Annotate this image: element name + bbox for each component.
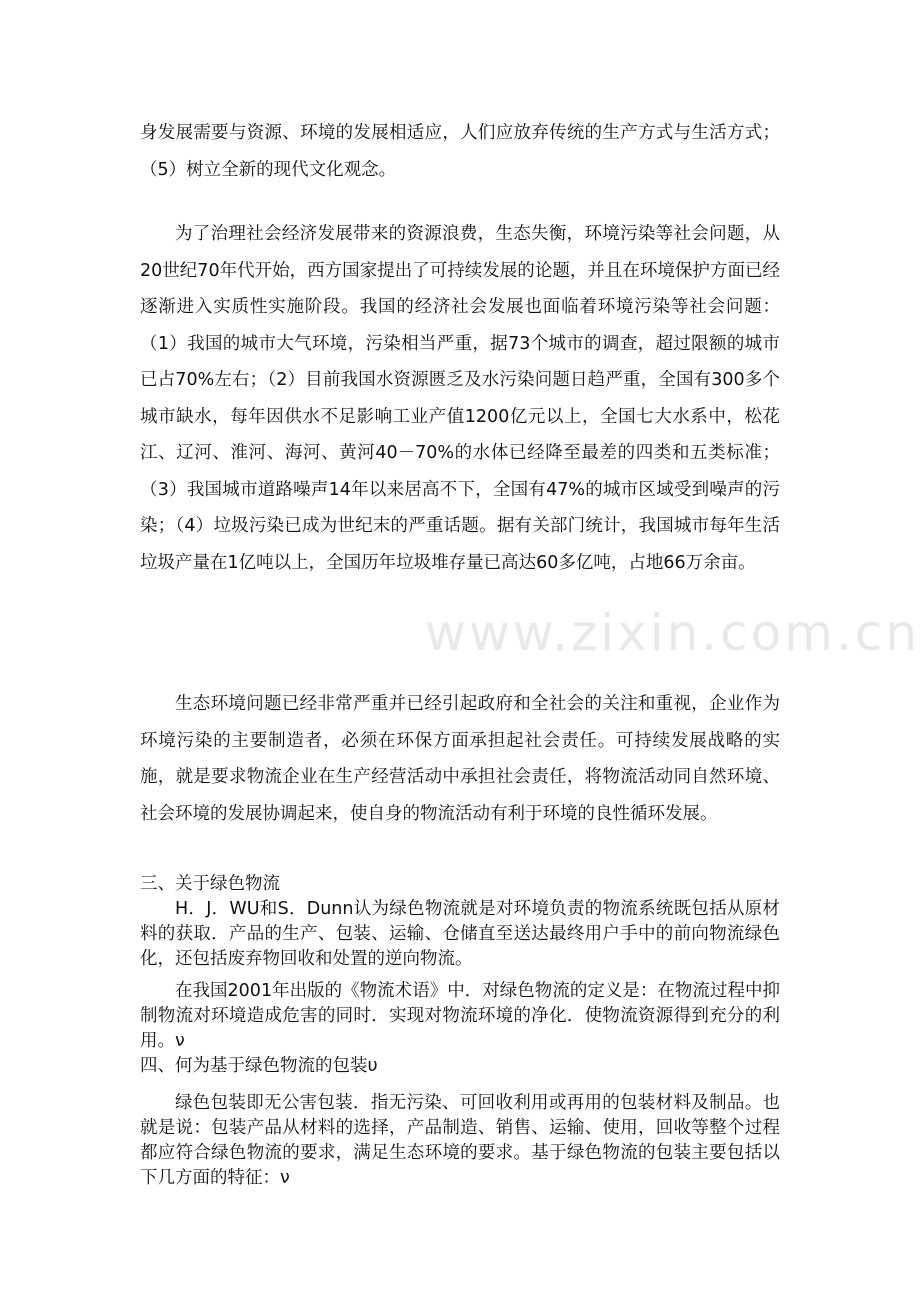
watermark: www.zixin.com.cn [425,604,920,662]
section-heading-green-packaging: 四、何为基于绿色物流的包装υ [140,1056,378,1076]
pollution-paragraph: 为了治理社会经济发展带来的资源浪费，生态失衡，环境污染等社会问题，从20世纪70年代开始，西方国家提出了可持续发展的论题，并且在环境保护方面已经逐渐进入实质性实施阶段。我国的经济社会发展也面临着环境污染等社会问题：（1）我国的城市大气环境，污染相当严重，据73个城市的调查，超过限额的城市已占70%左右；（2）目前我国水资源匮乏及水污染问题日趋严重，全国有300多个城市缺水，每年因供水不足影响工业产值1200亿元以上，全国七大水系中，松花江、辽河、淮河、海河、黄河40－70%的水体已经降至最差的四类和五类标准；（3）我国城市道路噪声14年以来居高不下，全国有47%的城市区域受到噪声的污染；（4）垃圾污染已成为世纪末的严重话题。据有关部门统计，我国城市每年生活垃圾产量在1亿吨以上，全国历年垃圾堆存量已高达60多亿吨，占地66万余亩。 [140,224,780,573]
section-heading-green-logistics: 三、关于绿色物流 [140,874,280,894]
green-packaging-paragraph: 绿色包装即无公害包装．指无污染、可回收利用或再用的包装材料及制品。也就是说：包装产品从材料的选择，产品制造、销售、运输、使用，回收等整个过程都应符合绿色物流的要求，满足生态环境的要求。基于绿色物流的包装主要包括以下几方面的特征：ν [140,1093,780,1188]
definition-wu-paragraph: H．J．WU和S．Dunn认为绿色物流就是对环境负责的物流系统既包括从原材料的获取．产品的生产、包装、运输、仓储直至送达最终用户手中的前向物流绿色化，还包括废弃物回收和处置的逆向物流。 [140,899,780,969]
responsibility-paragraph: 生态环境问题已经非常严重并已经引起政府和全社会的关注和重视，企业作为环境污染的主要制造者，必须在环保方面承担起社会责任。可持续发展战略的实施，就是要求物流企业在生产经营活动中承担社会责任，将物流活动同自然环境、社会环境的发展协调起来，使自身的物流活动有利于环境的良性循环发展。 [140,694,780,824]
intro-paragraph: 身发展需要与资源、环境的发展相适应，人们应放弃传统的生产方式与生活方式；（5）树立全新的现代文化观念。 [140,123,780,180]
definition-china-paragraph: 在我国2001年出版的《物流术语》中．对绿色物流的定义是：在物流过程中抑制物流对环境造成危害的同时．实现对物流环境的净化．使物流资源得到充分的利用。ν [140,981,780,1051]
